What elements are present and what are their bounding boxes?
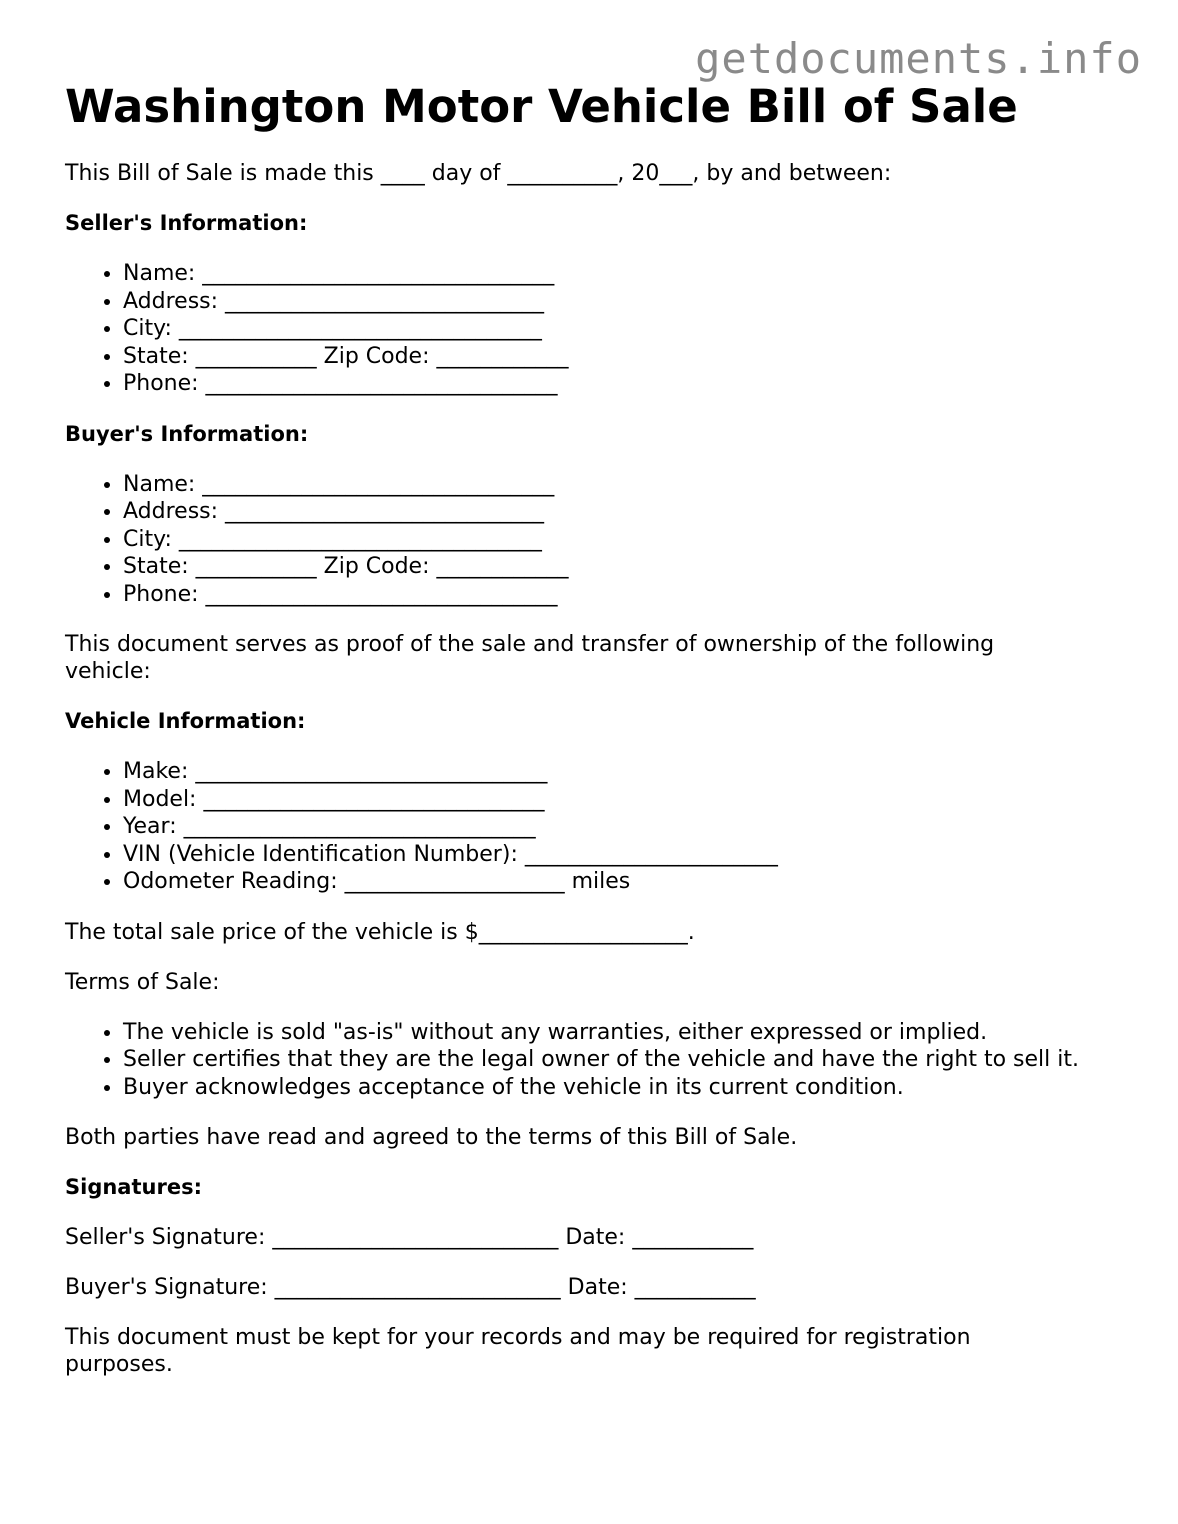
terms-list xyxy=(65,1019,1125,1102)
seller-state-zip-field: • State: ___________ Zip Code: ____________ xyxy=(123,343,1125,371)
vehicle-fields-list xyxy=(65,758,1125,896)
seller-address-field: • Address: _____________________________ xyxy=(123,288,1125,316)
proof-statement: This document serves as proof of the sale and transfer of ownership of the following vehicle: xyxy=(65,632,995,684)
terms-item-acceptance: • Buyer acknowledges acceptance of the vehicle in its current condition. xyxy=(123,1074,1125,1102)
intro-paragraph: This Bill of Sale is made this ____ day of __________, 20___, by and between: xyxy=(65,161,892,186)
document xyxy=(65,80,1125,1401)
vehicle-vin-field: • VIN (Vehicle Identification Number): _______________________ xyxy=(123,841,1125,869)
agreement-statement: Both parties have read and agreed to the terms of this Bill of Sale. xyxy=(65,1125,798,1150)
document-title: Washington Motor Vehicle Bill of Sale xyxy=(65,80,1018,133)
terms-item-as-is: • The vehicle is sold "as-is" without any warranties, either expressed or implied. xyxy=(123,1019,1125,1047)
terms-item-ownership: • Seller certifies that they are the legal owner of the vehicle and have the right to sell it. xyxy=(123,1046,1125,1074)
buyer-city-field: • City: _________________________________ xyxy=(123,526,1125,554)
buyer-signature-line: Buyer's Signature: __________________________ Date: ___________ xyxy=(65,1275,756,1300)
vehicle-year-field: • Year: ________________________________ xyxy=(123,813,1125,841)
signatures-heading: Signatures: xyxy=(65,1175,202,1199)
seller-phone-field: • Phone: ________________________________ xyxy=(123,370,1125,398)
vehicle-model-field: • Model: _______________________________ xyxy=(123,786,1125,814)
vehicle-make-field: • Make: ________________________________ xyxy=(123,758,1125,786)
seller-signature-line: Seller's Signature: __________________________ Date: ___________ xyxy=(65,1225,754,1250)
buyer-address-field: • Address: _____________________________ xyxy=(123,498,1125,526)
seller-name-field: • Name: ________________________________ xyxy=(123,260,1125,288)
seller-fields-list xyxy=(65,260,1125,398)
vehicle-heading: Vehicle Information: xyxy=(65,709,306,733)
watermark: getdocuments.info xyxy=(695,34,1142,83)
price-statement: The total sale price of the vehicle is $___________________. xyxy=(65,919,695,945)
buyer-phone-field: • Phone: ________________________________ xyxy=(123,581,1125,609)
buyer-name-field: • Name: ________________________________ xyxy=(123,471,1125,499)
footer-note: This document must be kept for your records and may be required for registration purposes. xyxy=(65,1325,971,1377)
seller-heading: Seller's Information: xyxy=(65,211,308,235)
buyer-state-zip-field: • State: ___________ Zip Code: ____________ xyxy=(123,553,1125,581)
terms-heading: Terms of Sale: xyxy=(65,969,220,995)
buyer-heading: Buyer's Information: xyxy=(65,421,309,446)
buyer-fields-list xyxy=(65,471,1125,609)
vehicle-odometer-field: • Odometer Reading: ____________________ miles xyxy=(123,868,1125,896)
seller-city-field: • City: _________________________________ xyxy=(123,315,1125,343)
